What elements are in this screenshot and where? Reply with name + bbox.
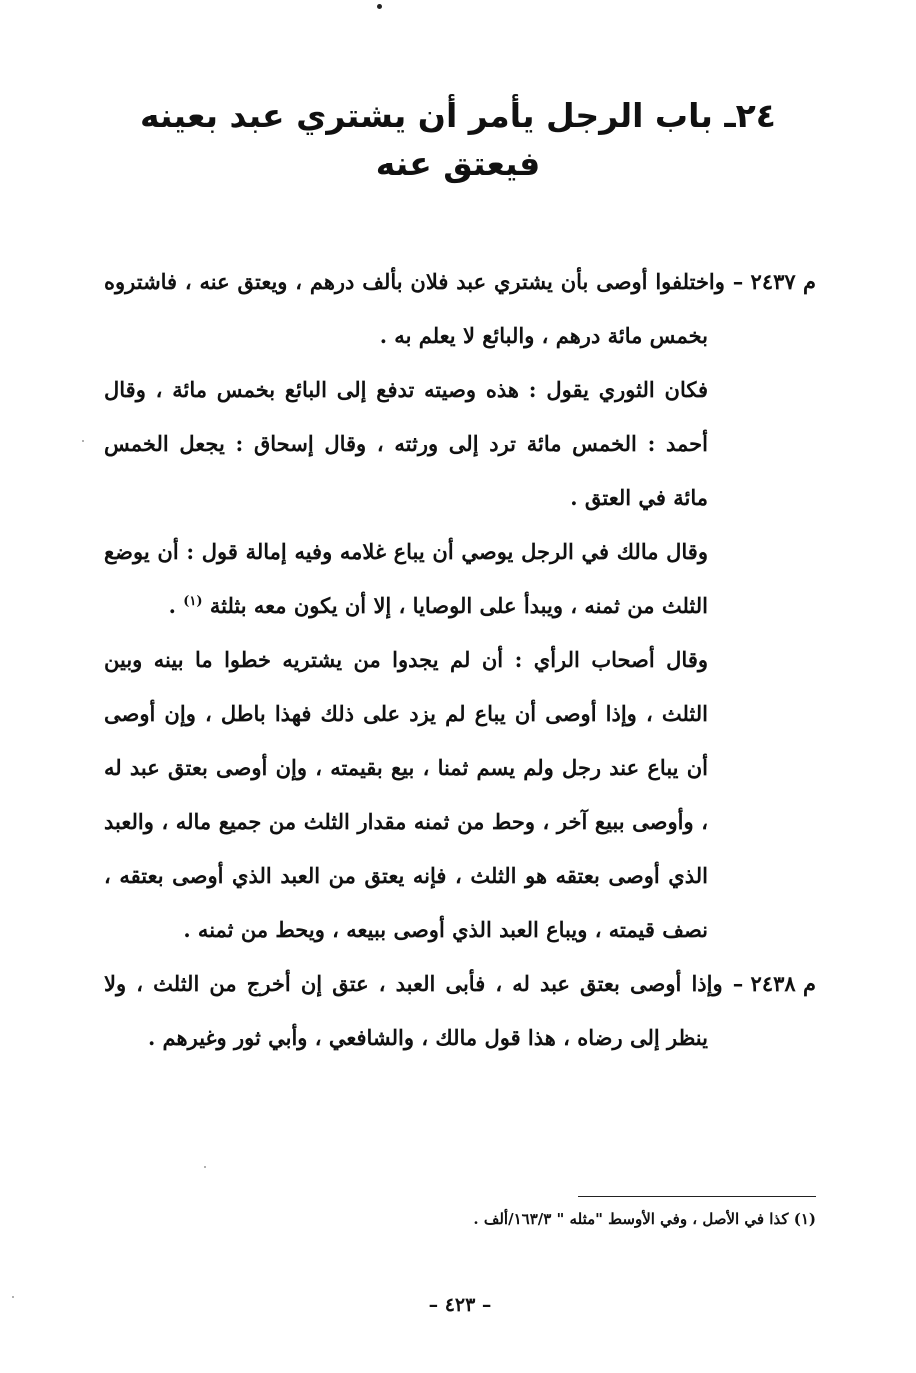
issue-number: م ٢٤٣٧ – bbox=[732, 269, 816, 294]
issue-2438 bbox=[104, 957, 816, 1065]
print-speck bbox=[12, 1296, 14, 1298]
paragraph-text: وقال مالك في الرجل يوصي أن يباع غلامه وفيه إمالة قول : أن يوضع الثلث من ثمنه ، ويبدأ على الوصايا ، إلا أن يكون معه بثلثة bbox=[104, 539, 708, 618]
footnote-reference[interactable]: (١) bbox=[183, 594, 203, 609]
paragraph-ashab-al-ray: وقال أصحاب الرأي : أن لم يجدوا من يشتريه خطوا ما بينه وبين الثلث ، وإذا أوصى أن يباع لم يزد على ذلك فهذا باطل ، وإن أوصى أن يباع عند رجل ولم يسم ثمنا ، بيع بقيمته ، وإن أوصى بعتق عبد له ، وأوصى ببيع آخر ، وحط من ثمنه مقدار الثلث من جميع ماله ، والعبد الذي أوصى بعتقه هو الثلث ، فإنه يعتق من العبد الذي أوصى بعتقه ، نصف قيمته ، ويباع العبد الذي أوصى ببيعه ، ويحط من ثمنه . bbox=[104, 647, 708, 942]
issue-number: م ٢٤٣٨ – bbox=[732, 971, 816, 996]
issue-text: واختلفوا أوصى بأن يشتري عبد فلان بألف درهم ، ويعتق عنه ، فاشتروه بخمس مائة درهم ، والبائع لا يعلم به . bbox=[104, 269, 725, 348]
print-speck bbox=[377, 4, 382, 9]
chapter-title: ٢٤ـ باب الرجل يأمر أن يشتري عبد بعينه فيعتق عنه bbox=[140, 96, 776, 183]
paragraph-end: . bbox=[168, 593, 176, 618]
footnote-marker: (١) bbox=[793, 1210, 816, 1228]
paragraph-thawri: فكان الثوري يقول : هذه وصيته تدفع إلى البائع بخمس مائة ، وقال أحمد : الخمس مائة ترد إلى ورثته ، وقال إسحاق : يجعل الخمس مائة في العتق . bbox=[104, 377, 708, 510]
print-speck bbox=[82, 440, 84, 442]
print-speck bbox=[204, 1166, 206, 1168]
footnote-text: كذا في الأصل ، وفي الأوسط "مثله " ١٦٣/٣/ألف . bbox=[473, 1210, 789, 1228]
footnote-divider bbox=[578, 1196, 816, 1197]
main-text bbox=[104, 255, 816, 1065]
issue-2437 bbox=[104, 255, 816, 363]
footnote bbox=[300, 1202, 816, 1236]
page-number: – ٤٢٣ – bbox=[428, 1294, 492, 1316]
issue-text: وإذا أوصى بعتق عبد له ، فأبى العبد ، عتق إن أخرج من الثلث ، ولا ينظر إلى رضاه ، هذا قول مالك ، والشافعي ، وأبي ثور وغيرهم . bbox=[104, 971, 723, 1050]
paragraph-malik bbox=[104, 525, 816, 633]
